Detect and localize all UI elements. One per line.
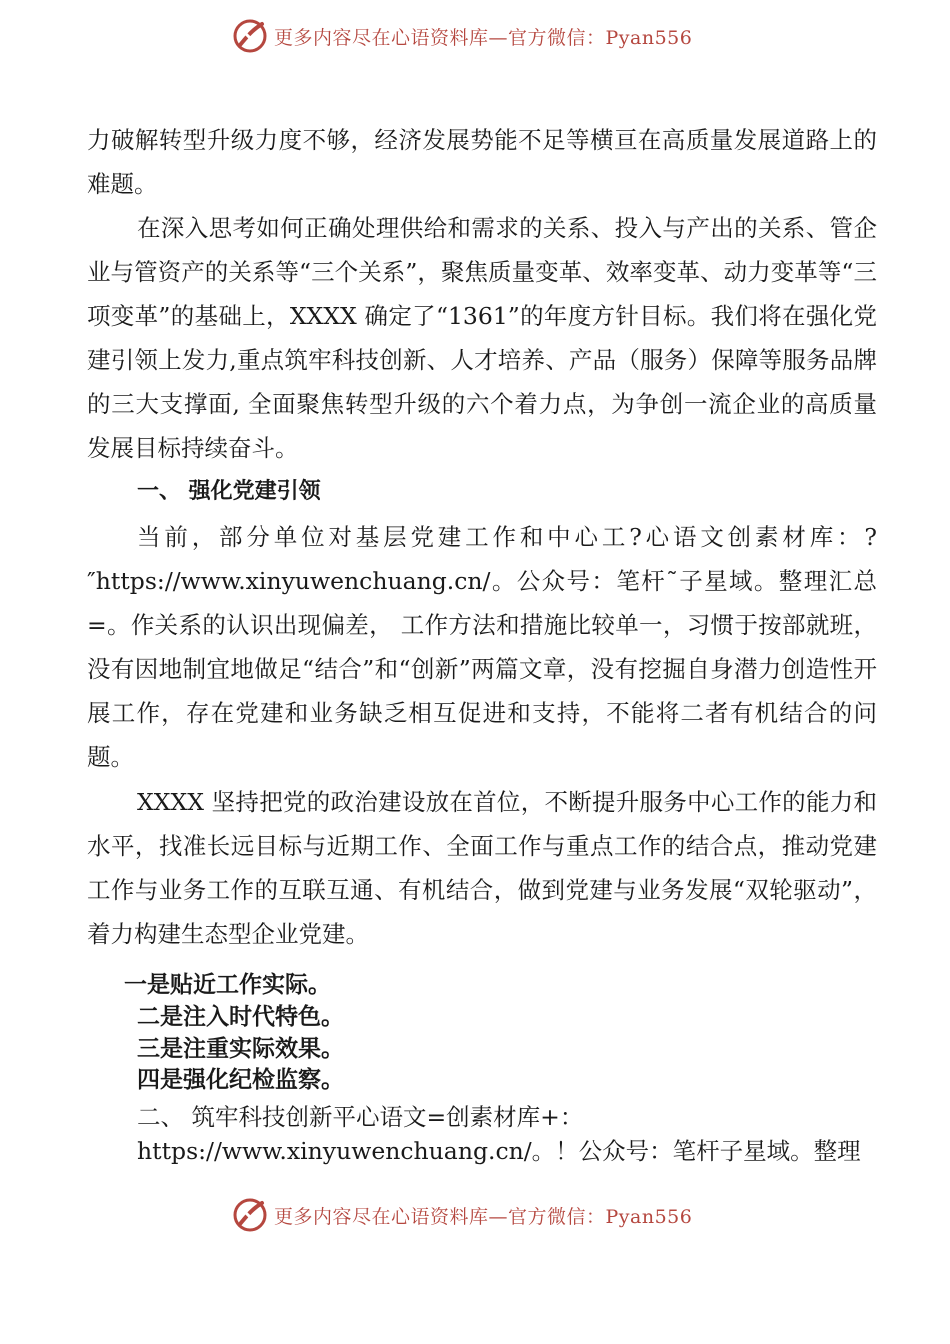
paragraph-1: 力破解转型升级力度不够，经济发展势能不足等横亘在高质量发展道路上的难题。	[87, 126, 877, 198]
section-heading-1: 一、 强化党建引领	[137, 479, 321, 504]
bold-item-3: 三是注重实际效果。	[137, 1036, 344, 1062]
bold-item-1: 一是贴近工作实际。	[124, 972, 331, 998]
top-watermark-banner	[232, 16, 692, 56]
section-2-text: 二、 筑牢科技创新平心语文=创素材库+：https://www.xinyuwenchuang.cn/。！公众号：笔杆子星域。整理	[137, 1103, 861, 1165]
brand-logo-icon	[232, 18, 268, 54]
paragraph-4: XXXX 坚持把党的政治建设放在首位，不断提升服务中心工作的能力和水平，找准长远目标与近期工作、全面工作与重点工作的结合点，推动党建工作与业务工作的互联互通、有机结合，做到党建与业务发展“双轮驱动”，着力构建生态型企业党建。	[87, 788, 877, 948]
bold-item-2: 二是注入时代特色。	[137, 1004, 344, 1030]
watermark-text: 更多内容尽在心语资料库—官方微信：Pyan556	[274, 26, 693, 49]
paragraph-2: 在深入思考如何正确处理供给和需求的关系、投入与产出的关系、管企业与管资产的关系等“三个关系”，聚焦质量变革、效率变革、动力变革等“三项变革”的基础上，XXXX 确定了“1361”的年度方针目标。我们将在强化党建引领上发力,重点筑牢科技创新、人才培养、产品（服务）保障等服务品牌的三大支撑面, 全面聚焦转型升级的六个着力点，为争创一流企业的高质量发展目标持续奋斗。	[87, 214, 877, 462]
bottom-watermark-banner	[232, 1195, 692, 1235]
paragraph-3: 当前，部分单位对基层党建工作和中心工?心语文创素材库：?″https://www.xinyuwenchuang.cn/。公众号：笔杆˜子星域。整理汇总=。作关系的认识出现偏差， 工作方法和措施比较单一，习惯于按部就班，没有因地制宜地做足“结合”和“创新”两篇文章，没有挖掘自身潜力创造性开展工作，存在党建和业务缺乏相互促进和支持，不能将二者有机结合的问题。	[87, 523, 877, 771]
watermark-text: 更多内容尽在心语资料库—官方微信：Pyan556	[274, 1205, 693, 1228]
bold-item-4: 四是强化纪检监察。	[137, 1067, 344, 1093]
brand-logo-icon	[232, 1197, 268, 1233]
